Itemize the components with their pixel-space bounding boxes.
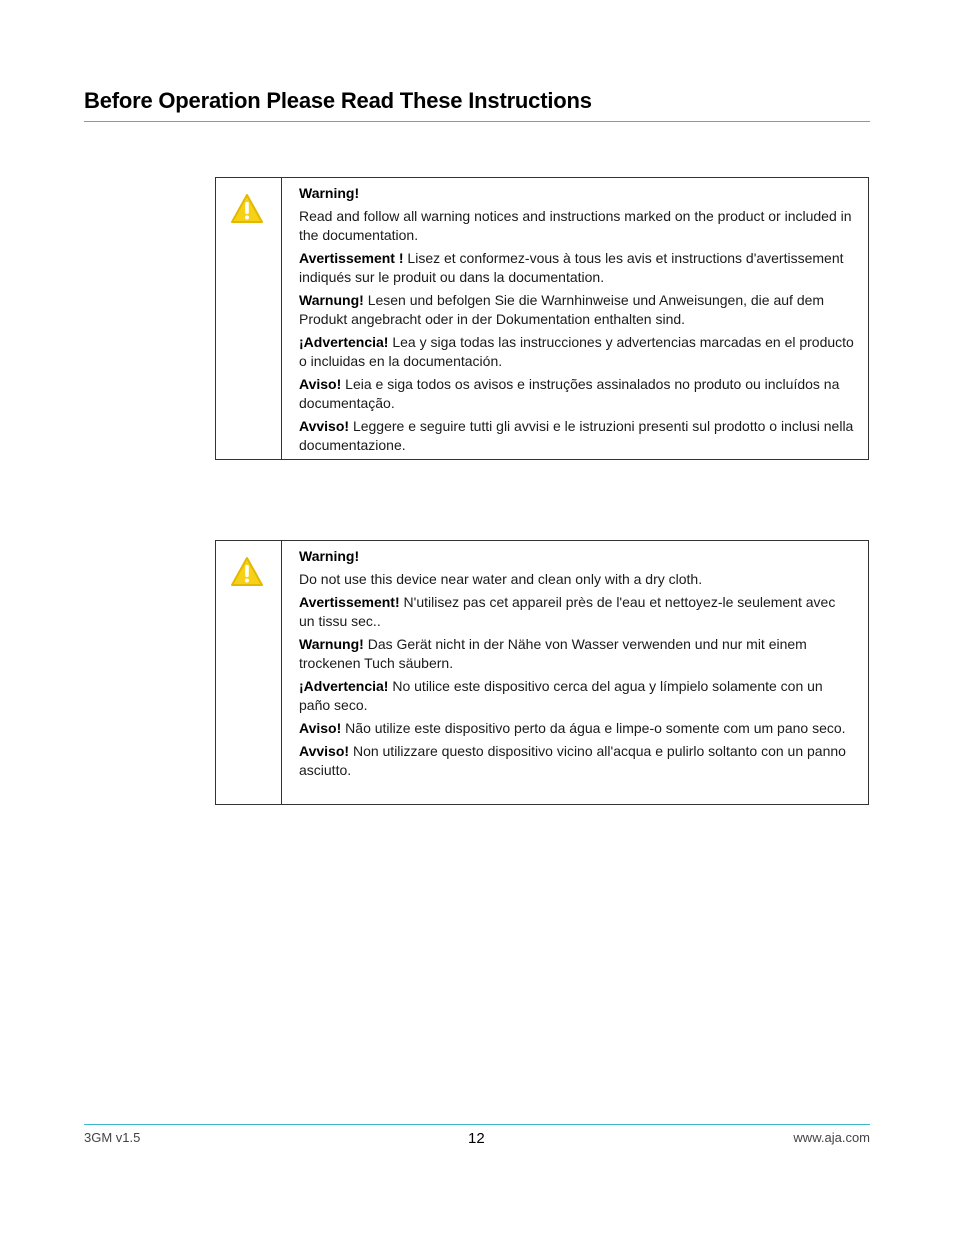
- warning-label-german: Warnung!: [299, 636, 364, 652]
- warning-text-portuguese: Não utilize este dispositivo perto da água e limpe-o somente com um pano seco.: [341, 720, 846, 736]
- warning-portuguese: [299, 375, 854, 413]
- warning-text-french: N'utilisez pas cet appareil près de l'eau et nettoyez-le seulement avec un tissu sec..: [299, 594, 836, 629]
- warning-label-portuguese: Aviso!: [299, 720, 342, 736]
- warning-box-reading: [215, 177, 869, 460]
- warning-triangle-icon: [230, 556, 264, 587]
- warning-italian: [299, 417, 854, 455]
- warning-heading: Warning!: [299, 548, 360, 564]
- warning-text-portuguese: Leia e siga todos os avisos e instruções assinalados no produto ou incluídos na documentação.: [299, 376, 840, 411]
- warning-text-cell: [282, 178, 868, 459]
- warning-french: [299, 249, 854, 287]
- warning-label-french: Avertissement !: [299, 250, 404, 266]
- warning-text-cell: [282, 541, 868, 804]
- warning-triangle-icon: [230, 193, 264, 224]
- warning-label-spanish: ¡Advertencia!: [299, 334, 389, 350]
- footer-doc-version: 3GM v1.5: [84, 1130, 141, 1145]
- warning-label-italian: Avviso!: [299, 418, 350, 434]
- warning-text-spanish: No utilice este dispositivo cerca del agua y límpielo solamente con un paño seco.: [299, 678, 823, 713]
- warning-text-german: Das Gerät nicht in der Nähe von Wasser verwenden und nur mit einem trockenen Tuch säubern.: [299, 636, 807, 671]
- warning-box-water: [215, 540, 869, 805]
- warning-text-spanish: Lea y siga todas las instrucciones y advertencias marcadas en el producto o incluidas en la documentación.: [299, 334, 854, 369]
- title-divider: [84, 121, 870, 122]
- warning-label-spanish: ¡Advertencia!: [299, 678, 389, 694]
- warning-icon-cell: [216, 178, 282, 459]
- warning-text-italian: Leggere e seguire tutti gli avvisi e le istruzioni presenti sul prodotto o inclusi nella documentazione.: [299, 418, 854, 453]
- warning-french: [299, 593, 854, 631]
- warning-english-text: Read and follow all warning notices and instructions marked on the product or included in the documentation.: [299, 208, 852, 243]
- warning-german: [299, 291, 854, 329]
- footer-website-link[interactable]: www.aja.com: [793, 1130, 870, 1145]
- warning-heading: Warning!: [299, 185, 360, 201]
- page-title: Before Operation Please Read These Instructions: [84, 88, 592, 113]
- warning-label-italian: Avviso!: [299, 743, 350, 759]
- warning-icon-cell: [216, 541, 282, 804]
- warning-label-german: Warnung!: [299, 292, 364, 308]
- warning-text-french: Lisez et conformez-vous à tous les avis et instructions d'avertissement indiqués sur le produit ou dans la documentation.: [299, 250, 844, 285]
- warning-text-german: Lesen und befolgen Sie die Warnhinweise und Anweisungen, die auf dem Produkt angebracht oder in der Dokumentation enthalten sind.: [299, 292, 825, 327]
- warning-label-portuguese: Aviso!: [299, 376, 342, 392]
- footer-page-number: 12: [468, 1130, 485, 1147]
- warning-italian: [299, 742, 854, 780]
- warning-portuguese: [299, 719, 854, 738]
- warning-label-french: Avertissement!: [299, 594, 400, 610]
- warning-english-text: Do not use this device near water and clean only with a dry cloth.: [299, 571, 703, 587]
- warning-german: [299, 635, 854, 673]
- footer-divider: [84, 1124, 870, 1125]
- warning-spanish: [299, 333, 854, 371]
- warning-spanish: [299, 677, 854, 715]
- warning-text-italian: Non utilizzare questo dispositivo vicino all'acqua e pulirlo soltanto con un panno asciutto.: [299, 743, 846, 778]
